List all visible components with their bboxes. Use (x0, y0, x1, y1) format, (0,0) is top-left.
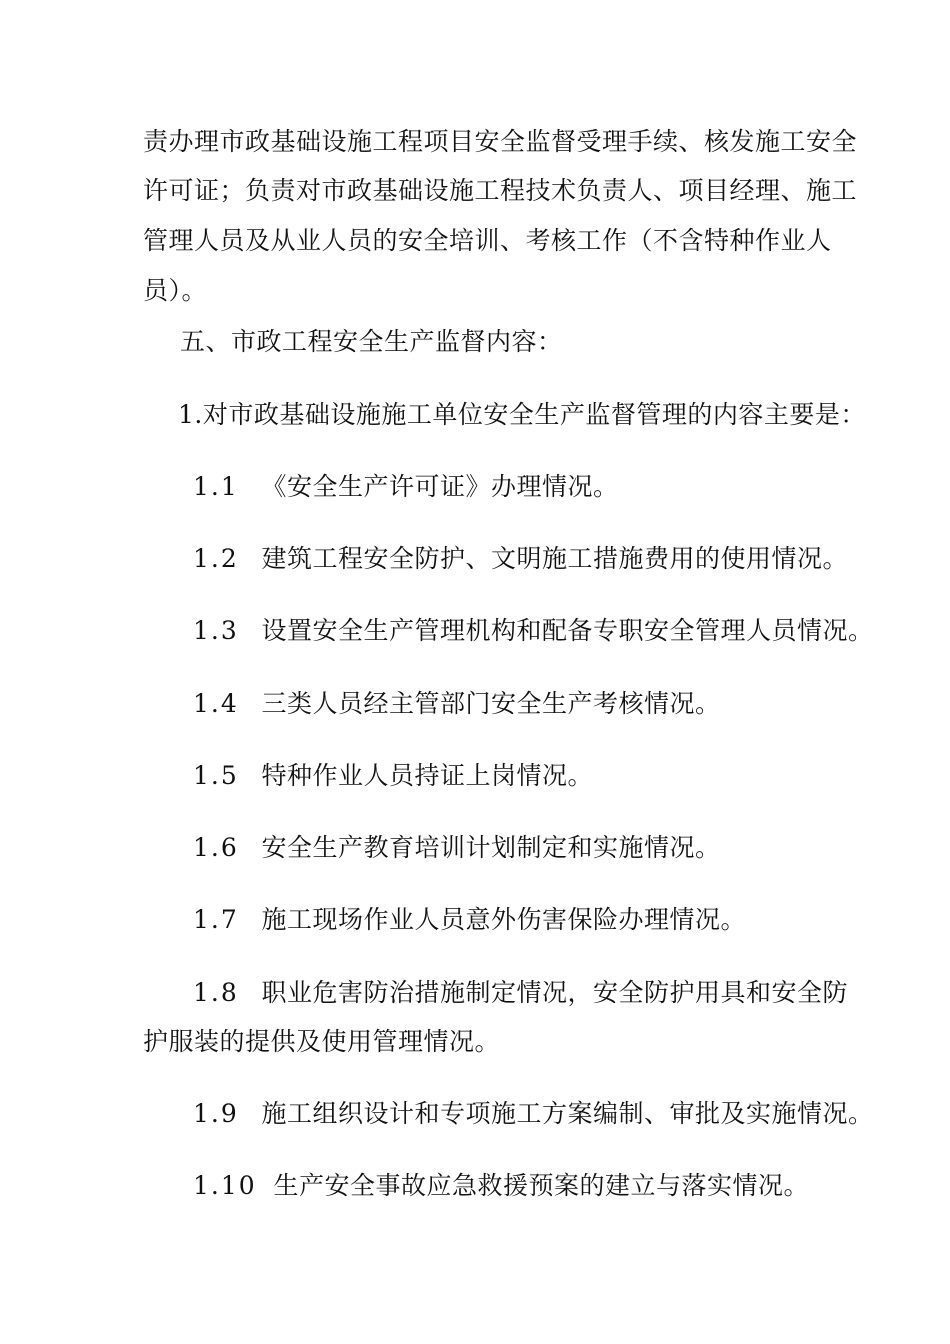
intro-line-3: 管理人员及从业人员的安全培训、考核工作（不含特种作业人 (143, 226, 832, 255)
item-text: 安全生产教育培训计划制定和实施情况。 (261, 833, 721, 862)
item-text: 职业危害防治措施制定情况，安全防护用具和安全防 (261, 978, 848, 1007)
section-heading: 五、市政工程安全生产监督内容： (180, 327, 563, 356)
item-number: 1.6 (193, 833, 239, 862)
item-number: 1.9 (193, 1099, 239, 1128)
item-number: 1.4 (193, 689, 239, 718)
list-item (193, 688, 720, 720)
item-text: 特种作业人员持证上岗情况。 (261, 761, 593, 790)
item-text: 设置安全生产管理机构和配备专职安全管理人员情况。 (261, 616, 874, 645)
list-item (193, 543, 848, 575)
list-item (193, 904, 746, 936)
intro-line-4: 员）。 (143, 276, 208, 305)
item-number: 1.10 (193, 1171, 257, 1200)
item-text: 三类人员经主管部门安全生产考核情况。 (261, 689, 721, 718)
intro-line-1: 责办理市政基础设施工程项目安全监督受理手续、核发施工安全 (143, 127, 858, 156)
item-text: 施工组织设计和专项施工方案编制、审批及实施情况。 (261, 1099, 874, 1128)
item-text: 施工现场作业人员意外伤害保险办理情况。 (261, 905, 746, 934)
item-number: 1.3 (193, 616, 239, 645)
list-item (193, 471, 618, 503)
item-number: 1.1 (193, 472, 239, 501)
item-number: 1.2 (193, 544, 239, 573)
list-item (193, 1170, 809, 1202)
item-number: 1.7 (193, 905, 239, 934)
list-item-continuation: 护服装的提供及使用管理情况。 (143, 1027, 501, 1056)
list-item (193, 977, 848, 1009)
intro-line-2: 许可证；负责对市政基础设施工程技术负责人、项目经理、施工 (143, 176, 858, 205)
item-text: 建筑工程安全防护、文明施工措施费用的使用情况。 (261, 544, 848, 573)
list-item (193, 760, 593, 792)
list-item (193, 1098, 873, 1130)
item-text: 生产安全事故应急救援预案的建立与落实情况。 (273, 1171, 809, 1200)
item-number: 1.5 (193, 761, 239, 790)
item-number: 1.8 (193, 978, 239, 1007)
subsection-heading: 1.对市政基础设施施工单位安全生产监督管理的内容主要是： (178, 400, 866, 429)
item-text: 《安全生产许可证》办理情况。 (261, 472, 619, 501)
list-item (193, 832, 720, 864)
list-item (193, 615, 873, 647)
